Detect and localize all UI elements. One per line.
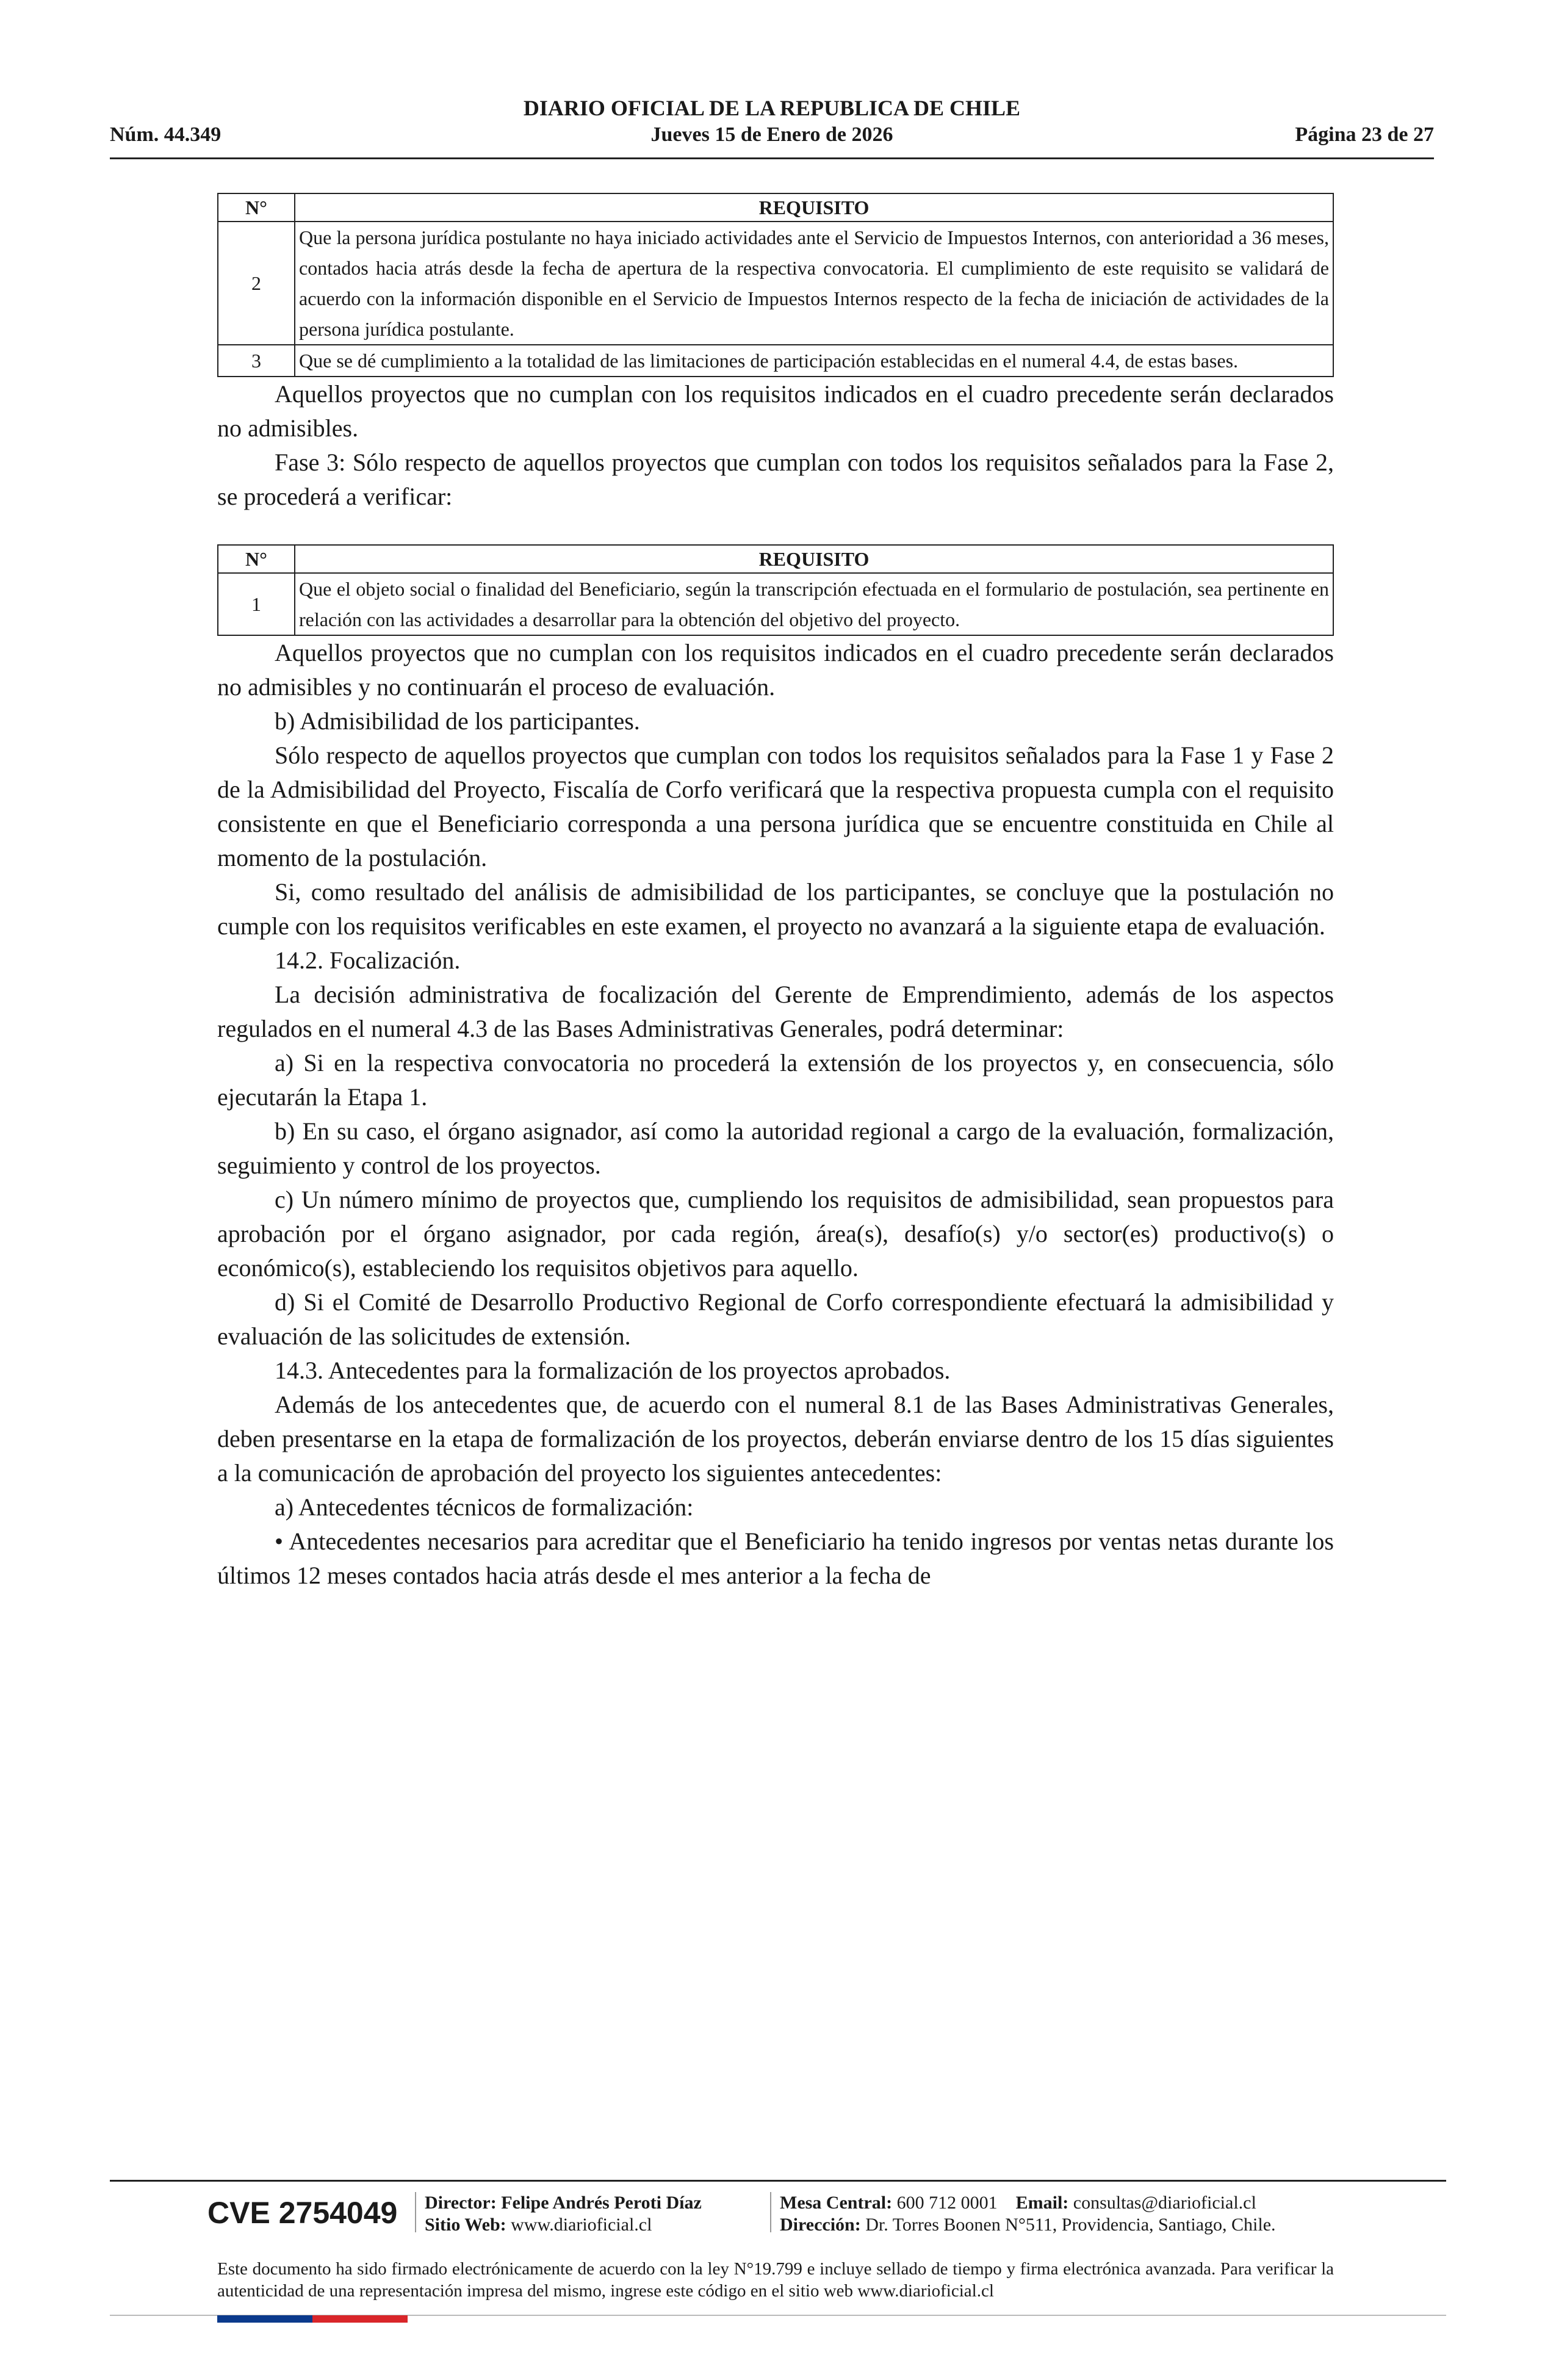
director-label: Director: <box>425 2193 497 2213</box>
list-item: a) Si en la respectiva convocatoria no procederá la extensión de los proyectos y, en consecuencia, sólo ejecutarán la Etapa 1. <box>217 1049 1334 1111</box>
address-value: Dr. Torres Boonen N°511, Providencia, Santiago, Chile. <box>865 2215 1276 2235</box>
cve-code: CVE 2754049 <box>207 2196 398 2230</box>
paragraph-antecedentes: Además de los antecedentes que, de acuerdo con el numeral 8.1 de las Bases Administrativas Generales, deben presentarse en la etapa de formalización de los proyectos, deberán enviarse dentro de los 15 días siguientes a la comunicación de aprobación del proyecto los siguientes antecedentes: <box>217 1391 1334 1487</box>
table-header-row <box>218 193 1333 222</box>
column-header-requisito: REQUISITO <box>295 193 1333 222</box>
footer-separator <box>415 2192 416 2232</box>
paragraph-focalizacion: La decisión administrativa de focalización del Gerente de Emprendimiento, además de los aspectos regulados en el numeral 4.3 de las Bases Administrativas Generales, podrá determinar: <box>217 981 1334 1042</box>
website-label: Sitio Web: <box>425 2215 506 2235</box>
list-item: c) Un número mínimo de proyectos que, cumpliendo los requisitos de admisibilidad, sean propuestos para aprobación por el órgano asignador, por cada región, área(s), desafío(s) y/o sector(es) productivo(s) o económico(s), estableciendo los requisitos objetivos para aquello. <box>217 1186 1334 1282</box>
requirements-table-fase3 <box>217 544 1334 636</box>
footer-director-block <box>425 2192 702 2236</box>
row-number: 2 <box>218 222 295 345</box>
page-number: Página 23 de 27 <box>1295 123 1434 146</box>
paragraph-resultado-analisis: Si, como resultado del análisis de admisibilidad de los participantes, se concluye que la postulación no cumple con los requisitos verificables en este examen, el proyecto no avanzará a la siguiente etapa de evaluación. <box>217 878 1334 940</box>
row-requirement-text: Que el objeto social o finalidad del Beneficiario, según la transcripción efectuada en el formulario de postulación, sea pertinente en relación con las actividades a desarrollar para la obtención del objetivo del proyecto. <box>295 573 1333 635</box>
table-row <box>218 222 1333 345</box>
director-name: Felipe Andrés Peroti Díaz <box>501 2193 702 2213</box>
section-heading-14-3: 14.3. Antecedentes para la formalización de los proyectos aprobados. <box>275 1357 951 1384</box>
column-header-number: N° <box>218 193 295 222</box>
column-header-requisito: REQUISITO <box>295 545 1333 573</box>
flag-blue-segment <box>217 2315 312 2323</box>
address-label: Dirección: <box>780 2215 861 2235</box>
paragraph-no-admisibles: Aquellos proyectos que no cumplan con los requisitos indicados en el cuadro precedente serán declarados no admisibles. <box>217 380 1334 442</box>
table-header-row <box>218 545 1333 573</box>
website-link[interactable]: www.diarioficial.cl <box>511 2215 652 2235</box>
legal-notice: Este documento ha sido firmado electrónicamente de acuerdo con la ley N°19.799 e incluye sellado de tiempo y firma electrónica avanzada. Para verificar la autenticidad de una representación impresa del mismo, ingrese este código en el sitio web www.diarioficial.cl <box>217 2259 1334 2301</box>
subheading-antecedentes-tecnicos: a) Antecedentes técnicos de formalización: <box>275 1493 694 1521</box>
footer-separator <box>770 2192 771 2232</box>
section-heading-14-2: 14.2. Focalización. <box>275 947 461 974</box>
flag-stripe <box>217 2315 408 2323</box>
mesa-central-phone: 600 712 0001 <box>896 2193 998 2213</box>
document-body <box>217 193 1334 1593</box>
issue-number: Núm. 44.349 <box>110 123 222 146</box>
bullet-item: • Antecedentes necesarios para acreditar que el Beneficiario ha tenido ingresos por ventas netas durante los últimos 12 meses contados hacia atrás desde el mes anterior a la fecha de <box>217 1527 1334 1589</box>
paragraph-no-continuaran: Aquellos proyectos que no cumplan con los requisitos indicados en el cuadro precedente serán declarados no admisibles y no continuarán el proceso de evaluación. <box>217 639 1334 701</box>
row-requirement-text: Que se dé cumplimiento a la totalidad de las limitaciones de participación establecidas en el numeral 4.4, de estas bases. <box>295 345 1333 377</box>
list-item: d) Si el Comité de Desarrollo Productivo Regional de Corfo correspondiente efectuará la admisibilidad y evaluación de las solicitudes de extensión. <box>217 1288 1334 1350</box>
list-item: b) En su caso, el órgano asignador, así como la autoridad regional a cargo de la evaluación, formalización, seguimiento y control de los proyectos. <box>217 1117 1334 1179</box>
row-number: 3 <box>218 345 295 377</box>
paragraph-fase3: Fase 3: Sólo respecto de aquellos proyectos que cumplan con todos los requisitos señalados para la Fase 2, se procederá a verificar: <box>217 449 1334 510</box>
paragraph-admisibilidad-participantes: Sólo respecto de aquellos proyectos que cumplan con todos los requisitos señalados para la Fase 1 y Fase 2 de la Admisibilidad del Proyecto, Fiscalía de Corfo verificará que la respectiva propuesta cumpla con el requisito consistente en que el Beneficiario corresponda a una persona jurídica que se encuentre constituida en Chile al momento de la postulación. <box>217 741 1334 871</box>
requirements-table-fase2 <box>217 193 1334 377</box>
footer-contact-block <box>780 2192 1276 2236</box>
email-link[interactable]: consultas@diarioficial.cl <box>1073 2193 1256 2213</box>
row-requirement-text: Que la persona jurídica postulante no haya iniciado actividades ante el Servicio de Impuestos Internos, con anterioridad a 36 meses, contados hacia atrás desde la fecha de apertura de la respectiva convocatoria. El cumplimiento de este requisito se validará de acuerdo con la información disponible en el Servicio de Impuestos Internos respecto de la fecha de iniciación de actividades de la persona jurídica postulante. <box>295 222 1333 345</box>
section-heading-b: b) Admisibilidad de los participantes. <box>275 707 640 735</box>
email-label: Email: <box>1015 2193 1069 2213</box>
table-row <box>218 573 1333 635</box>
table-row <box>218 345 1333 377</box>
row-number: 1 <box>218 573 295 635</box>
column-header-number: N° <box>218 545 295 573</box>
publication-title: DIARIO OFICIAL DE LA REPUBLICA DE CHILE <box>523 96 1021 120</box>
issue-date: Jueves 15 de Enero de 2026 <box>650 123 893 146</box>
footer-divider <box>110 2180 1446 2182</box>
header-divider <box>110 157 1434 159</box>
flag-red-segment <box>312 2315 408 2323</box>
mesa-central-label: Mesa Central: <box>780 2193 893 2213</box>
page-header <box>110 92 1434 159</box>
